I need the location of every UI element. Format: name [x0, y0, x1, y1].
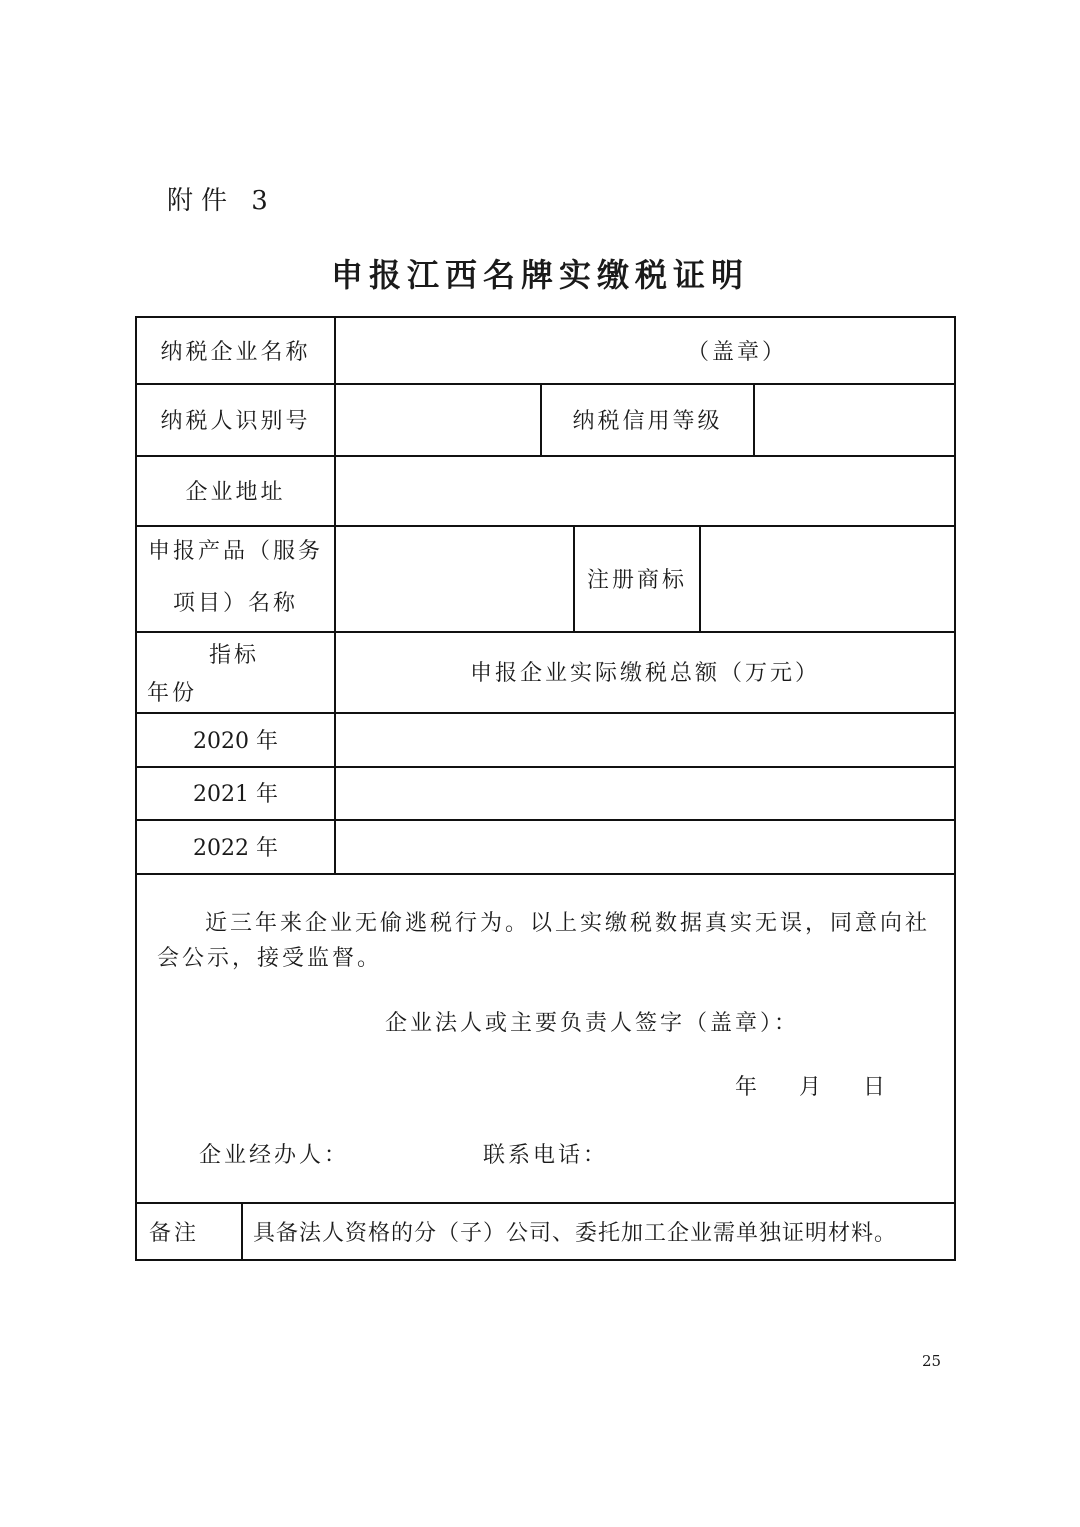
- remark-text: 具备法人资格的分（子）公司、委托加工企业需单独证明材料。: [253, 1221, 898, 1246]
- company-seal-hint: （盖章）: [686, 340, 787, 365]
- address-label: 企业地址: [185, 479, 286, 505]
- year-2021-tax-field[interactable]: [336, 768, 954, 819]
- company-name-field[interactable]: [336, 318, 954, 383]
- year-2020-label: 2020 年: [193, 728, 278, 754]
- row-divider: [137, 873, 954, 875]
- remark-label: 备注: [149, 1221, 200, 1246]
- product-label-line1: 申报产品（服务: [147, 539, 323, 564]
- header-year: 年份: [147, 681, 198, 706]
- product-name-label: [137, 525, 334, 631]
- year-2022-label: 2022 年: [193, 835, 278, 861]
- phone-field[interactable]: [599, 1138, 799, 1174]
- address-field[interactable]: [336, 457, 954, 525]
- taxpayer-id-label: 纳税人识别号: [160, 408, 311, 434]
- phone-label: 联系电话：: [483, 1143, 609, 1168]
- date-year-label: 年: [735, 1075, 761, 1100]
- year-2020-tax-field[interactable]: [336, 714, 954, 766]
- header-total-tax: 申报企业实际缴税总额（万元）: [469, 661, 820, 686]
- year-2021-label: 2021 年: [193, 782, 278, 807]
- product-label-line2: 项目）名称: [172, 591, 298, 616]
- product-name-field[interactable]: [336, 527, 573, 631]
- page-number: 25: [922, 1352, 942, 1370]
- handler-label: 企业经办人：: [199, 1143, 350, 1168]
- trademark-field[interactable]: [701, 527, 954, 631]
- statement-line1: 近三年来企业无偷逃税行为。以上实缴税数据真实无误，同意向社: [205, 911, 931, 936]
- year-2022-tax-field[interactable]: [336, 821, 954, 873]
- taxpayer-id-field[interactable]: [336, 385, 540, 455]
- credit-level-field[interactable]: [755, 385, 954, 455]
- credit-level-label: 纳税信用等级: [572, 408, 723, 434]
- header-indicator: 指标: [209, 643, 260, 668]
- trademark-label: 注册商标: [586, 567, 687, 593]
- signature-field[interactable]: [385, 1042, 805, 1072]
- company-name-label: 纳税企业名称: [160, 340, 311, 365]
- tax-certificate-form: [135, 316, 956, 1261]
- handler-field[interactable]: [337, 1138, 477, 1174]
- attachment-label: 附件 3: [167, 186, 276, 216]
- date-day-label: 日: [863, 1075, 889, 1100]
- signature-label: 企业法人或主要负责人签字（盖章）：: [385, 1011, 800, 1036]
- document-title: 申报江西名牌实缴税证明: [330, 256, 749, 294]
- statement-line2: 会公示，接受监督。: [157, 946, 383, 971]
- date-month-label: 月: [799, 1075, 825, 1100]
